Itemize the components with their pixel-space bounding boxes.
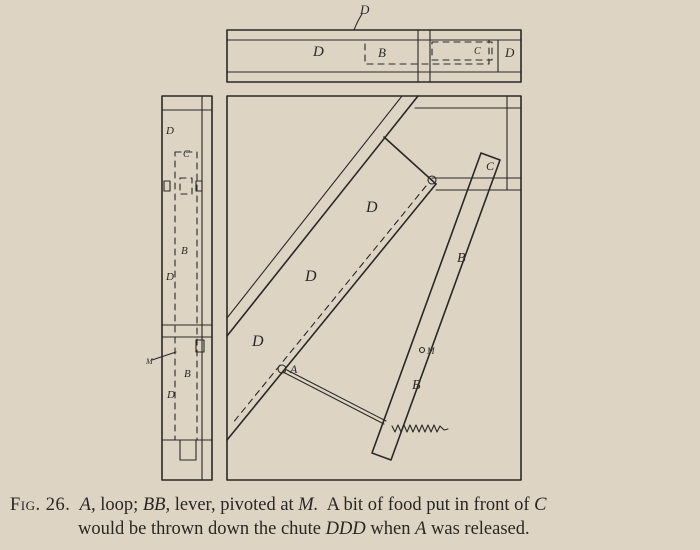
side-view-label-b2: B bbox=[184, 368, 191, 380]
caption-part-a-desc: loop; bbox=[95, 495, 143, 515]
caption-part-m: M. bbox=[298, 495, 319, 515]
main-view-label-b1: B bbox=[457, 251, 466, 266]
caption-line-1 bbox=[0, 493, 700, 517]
side-view-label-b1: B bbox=[181, 245, 188, 257]
top-view-loop-hidden bbox=[432, 42, 492, 60]
main-view-chute-end bbox=[384, 137, 436, 184]
top-view-label-c: C bbox=[474, 46, 481, 57]
main-view-lever bbox=[372, 153, 500, 460]
side-view-label-c: C bbox=[183, 149, 190, 160]
side-view-foot bbox=[180, 440, 196, 460]
caption-part-c: C bbox=[534, 495, 547, 515]
main-view-label-d2: D bbox=[305, 268, 317, 285]
caption-line2-post: was released. bbox=[426, 519, 530, 539]
top-view bbox=[227, 2, 521, 82]
caption-part-ddd: DDD bbox=[325, 519, 366, 539]
main-view-label-b2: B bbox=[412, 378, 421, 393]
side-view-label-d2: D bbox=[166, 271, 174, 283]
caption-part-a: A, bbox=[79, 495, 96, 515]
caption-line2-mid: when bbox=[365, 519, 416, 539]
top-view-label-d3: D bbox=[505, 45, 515, 60]
main-view-cord bbox=[283, 372, 384, 424]
side-view-clip-left bbox=[164, 181, 170, 191]
main-view-label-a: A bbox=[290, 362, 298, 376]
main-view-chute-hidden-line bbox=[232, 186, 426, 424]
caption-part-bb: BB, bbox=[142, 495, 171, 515]
main-view-cord-2 bbox=[287, 370, 386, 421]
main-view-label-c: C bbox=[486, 159, 495, 173]
side-view-pivot-pointer bbox=[152, 352, 176, 360]
side-view-lever-hidden bbox=[175, 152, 197, 440]
side-view-loop-hidden bbox=[180, 178, 192, 194]
side-view bbox=[145, 96, 212, 480]
main-view bbox=[227, 96, 521, 480]
caption-fig-label: Fig. 26. bbox=[10, 495, 71, 515]
main-view-label-d3: D bbox=[252, 333, 264, 350]
main-view-frame bbox=[227, 96, 521, 480]
side-view-label-d3: D bbox=[167, 389, 175, 401]
side-view-label-d1: D bbox=[166, 125, 174, 137]
main-view-pivot-m bbox=[420, 348, 425, 353]
caption-part-bb-desc: lever, pivoted at bbox=[170, 495, 299, 515]
main-view-spring bbox=[392, 425, 448, 432]
caption-line2-pre: would be thrown down the chute bbox=[78, 519, 326, 539]
caption-line-2 bbox=[0, 517, 700, 541]
main-view-label-d1: D bbox=[366, 199, 378, 216]
main-view-chute-lower-edge bbox=[227, 184, 436, 440]
main-view-chute-upper-edge bbox=[227, 96, 418, 336]
top-view-label-d1: D bbox=[360, 2, 370, 17]
main-view-label-m: M bbox=[427, 346, 435, 356]
top-view-label-d2: D bbox=[313, 44, 324, 60]
figure-caption bbox=[0, 493, 700, 541]
side-view-label-m: M bbox=[146, 357, 153, 366]
top-view-label-b: B bbox=[378, 45, 386, 60]
caption-part-a2: A bbox=[415, 519, 427, 539]
caption-part-rest1: A bit of food put in front of bbox=[318, 495, 535, 515]
